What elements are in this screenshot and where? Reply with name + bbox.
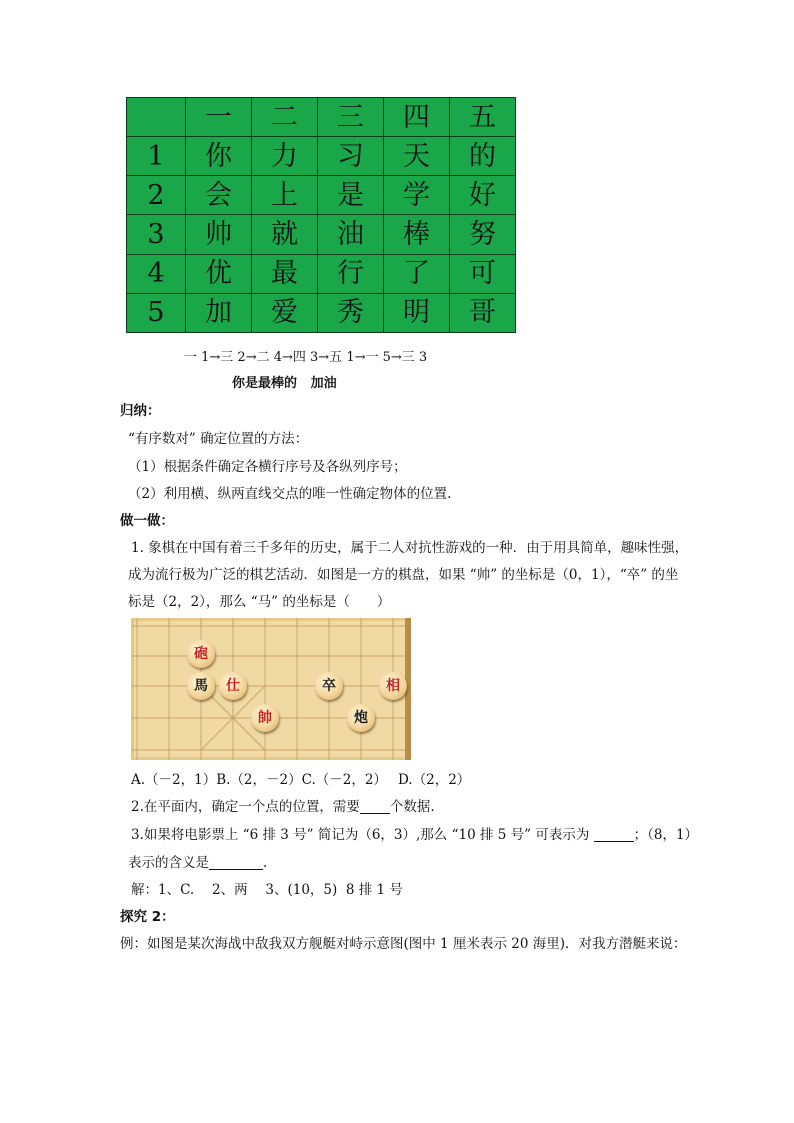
grid-cell: 棒	[384, 215, 450, 254]
grid-col-header: 三	[318, 98, 384, 137]
grid-cell: 可	[450, 254, 516, 293]
chess-board-grid	[131, 618, 411, 760]
grid-cell: 你	[186, 137, 252, 176]
solution-line: 解：1、C. 2、两 3、(10，5) 8 排 1 号	[131, 882, 403, 898]
question-1-line-3: 标是（2，2），那么 “马” 的坐标是（ ）	[128, 594, 391, 610]
answer-blank	[209, 855, 263, 870]
chess-piece-cannon-black: 炮	[347, 704, 375, 732]
grid-cell: 习	[318, 137, 384, 176]
grid-row	[127, 254, 516, 293]
grid-cell: 帅	[186, 215, 252, 254]
grid-row-header: 1	[127, 137, 186, 176]
chess-piece-minister-red: 相	[379, 672, 407, 700]
grid-cell: 努	[450, 215, 516, 254]
summary-heading: 归纳：	[120, 403, 161, 419]
grid-cell: 最	[252, 254, 318, 293]
grid-cell: 明	[384, 293, 450, 332]
question-2	[131, 795, 435, 815]
character-grid	[126, 97, 516, 333]
practice-heading: 做一做：	[120, 513, 174, 529]
question-3-line-1	[131, 823, 698, 843]
question-2-tail: 个数据.	[389, 799, 435, 815]
grid-cell: 的	[450, 137, 516, 176]
answer-phrase: 你是最棒的 加油	[232, 376, 337, 391]
grid-col-header: 二	[252, 98, 318, 137]
chess-piece-general-red: 帥	[251, 704, 279, 732]
question-1-options: A.（－2，1）B.（2，－2）C.（－2，2） D.（2，2）	[131, 772, 471, 788]
grid-cell: 学	[384, 176, 450, 215]
grid-cell: 了	[384, 254, 450, 293]
question-3-line-2	[128, 851, 267, 871]
grid-cell: 是	[318, 176, 384, 215]
grid-cell: 力	[252, 137, 318, 176]
chess-piece-soldier-black: 卒	[315, 672, 343, 700]
grid-row	[127, 176, 516, 215]
grid-cell: 就	[252, 215, 318, 254]
grid-row-header: 2	[127, 176, 186, 215]
grid-row-header: 3	[127, 215, 186, 254]
question-3-line-2-text: 表示的含义是	[128, 855, 209, 871]
grid-row	[127, 137, 516, 176]
grid-row-header: 4	[127, 254, 186, 293]
grid-cell: 天	[384, 137, 450, 176]
grid-cell: 油	[318, 215, 384, 254]
grid-cell: 行	[318, 254, 384, 293]
summary-point-1: （1）根据条件确定各横行序号及各纵列序号；	[128, 459, 407, 475]
question-3-line-2-tail: .	[263, 855, 268, 871]
question-3-tail: ；（8，1）	[633, 827, 699, 843]
grid-col-header: 五	[450, 98, 516, 137]
question-1-line-2: 成为流行极为广泛的棋艺活动．如图是一方的棋盘，如果 “帅” 的坐标是（0，1），“卒” 的坐	[128, 567, 679, 583]
sequence-line: 一 1→三 2→二 4→四 3→五 1→一 5→三 3	[184, 350, 428, 365]
grid-row	[127, 215, 516, 254]
grid-col-header: 四	[384, 98, 450, 137]
question-2-text: 2.在平面内，确定一个点的位置，需要	[131, 799, 360, 815]
answer-blank	[360, 799, 390, 814]
chess-board-figure	[131, 618, 411, 760]
grid-header-row	[127, 98, 516, 137]
question-3-text: 3.如果将电影票上 “6 排 3 号” 简记为（6，3）,那么 “10 排 5 号” 可表示为	[131, 827, 594, 843]
chess-piece-cannon-red: 砲	[187, 640, 215, 668]
chess-piece-advisor-red: 仕	[219, 672, 247, 700]
question-1-line-1: 1. 象棋在中国有着三千多年的历史，属于二人对抗性游戏的一种．由于用具简单，趣味性强，	[131, 540, 689, 556]
summary-point-2: （2）利用横、纵两直线交点的唯一性确定物体的位置.	[128, 486, 452, 502]
grid-col-header: 一	[186, 98, 252, 137]
grid-cell: 秀	[318, 293, 384, 332]
grid-cell: 哥	[450, 293, 516, 332]
grid-cell: 好	[450, 176, 516, 215]
grid-row-header: 5	[127, 293, 186, 332]
grid-cell: 爱	[252, 293, 318, 332]
summary-intro: “有序数对” 确定位置的方法：	[128, 431, 309, 447]
grid-row	[127, 293, 516, 332]
grid-corner-cell	[127, 98, 186, 137]
explore-heading: 探究 2：	[120, 909, 175, 925]
chess-piece-horse-black: 馬	[187, 672, 215, 700]
grid-cell: 优	[186, 254, 252, 293]
grid-cell: 上	[252, 176, 318, 215]
grid-cell: 会	[186, 176, 252, 215]
explore-example: 例：如图是某次海战中敌我双方舰艇对峙示意图(图中 1 厘米表示 20 海里)．对我方潜艇来说：	[120, 936, 687, 952]
grid-cell: 加	[186, 293, 252, 332]
answer-blank	[594, 827, 634, 842]
